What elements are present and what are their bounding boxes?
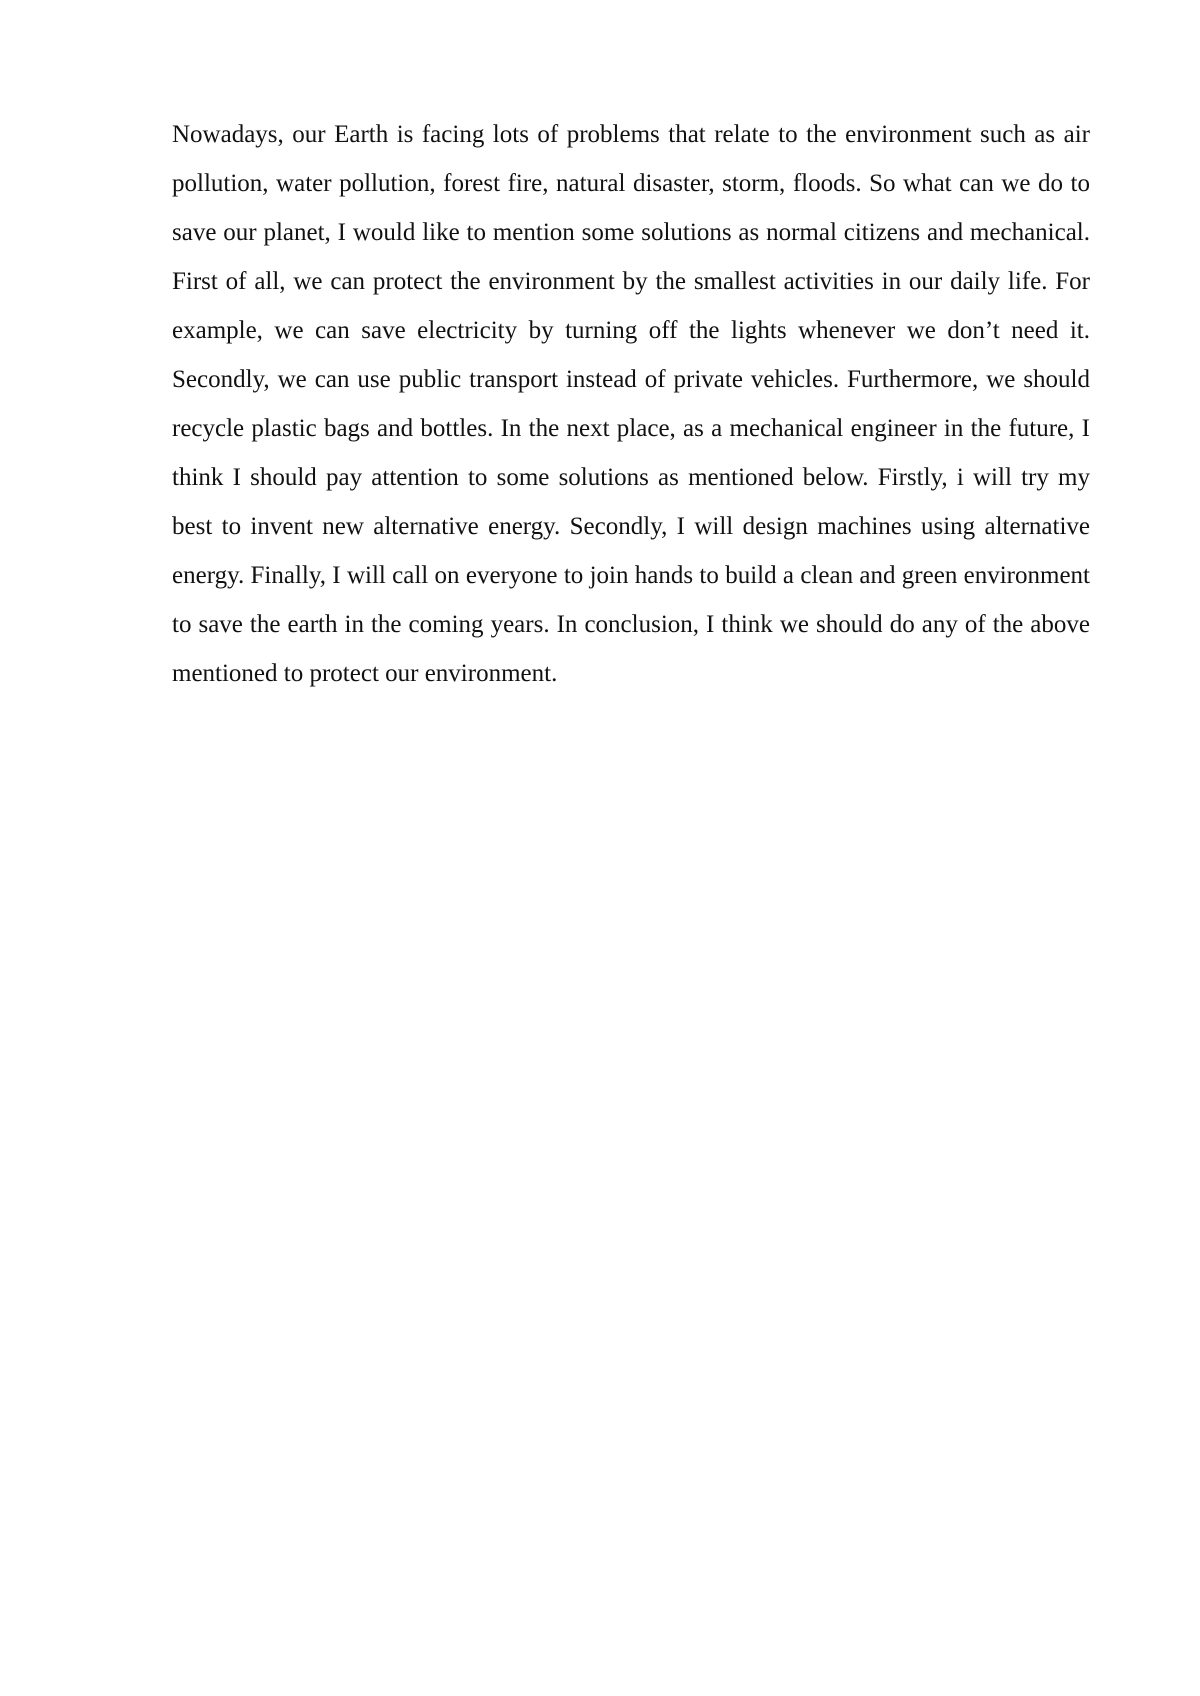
essay-paragraph: Nowadays, our Earth is facing lots of problems that relate to the environment such as air pollution, water pollution, forest fire, natural disaster, storm, floods. So what can we do to save our planet, I would like to mention some solutions as normal citizens and mechanical. First of all, we can protect the environment by the smallest activities in our daily life. For example, we can save electricity by turning off the lights whenever we don’t need it. Secondly, we can use public transport instead of private vehicles. Furthermore, we should recycle plastic bags and bottles. In the next place, as a mechanical engineer in the future, I think I should pay attention to some solutions as mentioned below. Firstly, i will try my best to invent new alternative energy. Secondly, I will design machines using alternative energy. Finally, I will call on everyone to join hands to build a clean and green environment to save the earth in the coming years. In conclusion, I think we should do any of the above mentioned to protect our environment. bbox=[172, 121, 1090, 687]
